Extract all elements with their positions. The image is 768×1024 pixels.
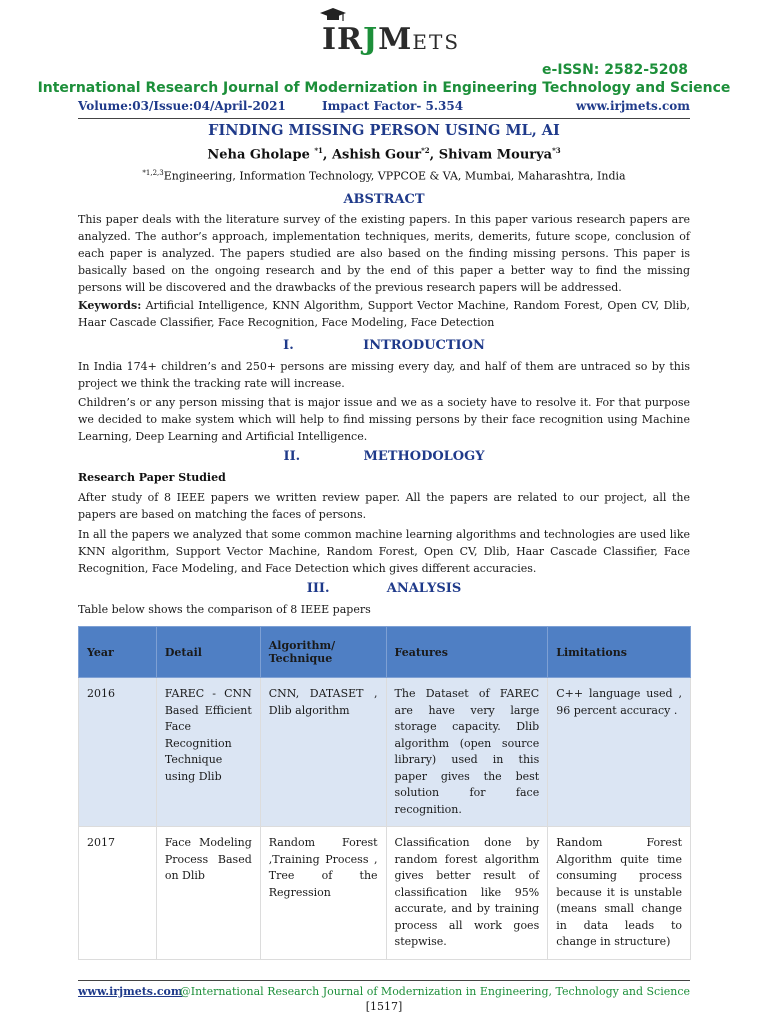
section-title: INTRODUCTION [363,338,485,353]
issn: e-ISSN: 2582-5208 [542,62,688,78]
section-heading-methodology [0,449,768,464]
author-name: Neha Gholape [207,147,315,163]
table-cell: 2016 [79,678,157,827]
journal-url[interactable]: www.irjmets.com [576,99,690,113]
affiliation [0,169,768,183]
table-cell: Random Forest Algorithm quite time consuming process because it is unstable (means small change in data leads to change in structure) [548,827,691,960]
table-cell: The Dataset of FAREC are have very large storage capacity. Dlib algorithm (open source library) used in this paper gives the best solution for face recognition. [386,678,548,827]
intro-paragraph: Children’s or any person missing that is major issue and we as a society have to resolve it. For that purpose we decided to make system which will help to find missing persons by their face recognition using Machine Learning, Deep Learning and Artificial Intelligence. [78,396,690,443]
methodology-paragraph: In all the papers we analyzed that some common machine learning algorithms and technologies are used like KNN algorithm, Support Vector Machine, Random Forest, Open CV, Dlib, Haar Cascade Classifier, Face Recognition, Face Modeling, and Face Detection which gives different accuracies. [78,528,690,575]
table-row [79,827,691,960]
keywords-label: Keywords: [78,299,142,312]
intro-paragraph: In India 174+ children’s and 250+ persons are missing every day, and half of them are untraced so by this project we think the tracking rate will increase. [78,360,690,390]
column-header: Features [386,627,548,678]
table-cell: Face Modeling Process Based on Dlib [156,827,260,960]
table-cell: FAREC - CNN Based Efficient Face Recognition Technique using Dlib [156,678,260,827]
paper-title: FINDING MISSING PERSON USING ML, AI [208,122,560,139]
table-cell: Random Forest ,Training Process , Tree of the Regression [260,827,386,960]
section-number: I. [283,338,294,353]
keywords-text: Artificial Intelligence, KNN Algorithm, Support Vector Machine, Random Forest, Open CV, Dlib, Haar Cascade Classifier, Face Recognition, Face Modeling, Face Detection [78,299,690,329]
column-header: Year [79,627,157,678]
section-title: ANALYSIS [386,581,462,596]
comparison-table [78,626,691,960]
author-name: Shivam Mourya [438,147,553,163]
footer-copyright: @International Research Journal of Modernization in Engineering, Technology and Science [179,985,690,998]
table-cell: Classification done by random forest algorithm gives better result of classification like 95% accurate, and by training process all work goes stepwise. [386,827,548,960]
table-row [79,678,691,827]
author-sup: *1 [314,146,323,155]
column-header: Detail [156,627,260,678]
section-heading-introduction [0,338,768,353]
logo-wordmark: IRJMETS [322,22,461,57]
page-number: [1517] [365,1000,403,1013]
footer-url[interactable]: www.irjmets.com [78,985,183,998]
author-sup: *2 [421,146,430,155]
table-header-row [79,627,691,678]
footer-rule [78,980,690,981]
affiliation-sup: *1,2,3 [142,169,164,177]
affiliation-text: Engineering, Information Technology, VPPCOE & VA, Mumbai, Maharashtra, India [163,169,626,183]
author-name: Ashish Gour [331,147,422,163]
subsection-heading: Research Paper Studied [78,471,226,484]
section-number: II. [283,449,301,464]
section-number: III. [306,581,330,596]
volume-bar [78,99,690,117]
author-sup: *3 [552,146,561,155]
column-header: Limitations [548,627,691,678]
methodology-paragraph: After study of 8 IEEE papers we written review paper. All the papers are related to our project, all the papers are based on matching the faces of persons. [78,491,690,521]
volume-issue: Volume:03/Issue:04/April-2021 [78,99,286,113]
section-heading-analysis [0,581,768,596]
section-title: METHODOLOGY [363,449,485,464]
header-rule [78,118,690,119]
impact-factor: Impact Factor- 5.354 [322,99,464,113]
column-header: Algorithm/ Technique [260,627,386,678]
author-list: Neha Gholape $^{*1}$, Ashish Gour$^{*2}$, Shivam Mourya$^{*3}$ [207,146,561,163]
journal-logo [300,8,470,57]
table-cell: CNN, DATASET , Dlib algorithm [260,678,386,827]
keywords [78,297,690,331]
abstract-text: This paper deals with the literature survey of the existing papers. In this paper various research papers are analyzed. The author’s approach, implementation techniques, merits, demerits, future scope, conclusion of each paper is analyzed. The papers studied are also based on the finding missing persons. This paper is basically based on the ongoing research and by the end of this paper a better way to find the missing persons will be discovered and the drawbacks of the previous research papers will be addressed. [78,213,690,294]
table-cell: 2017 [79,827,157,960]
table-cell: C++ language used , 96 percent accuracy . [548,678,691,827]
analysis-intro: Table below shows the comparison of 8 IEEE papers [78,603,371,616]
journal-name: International Research Journal of Modernization in Engineering Technology and Science [37,80,731,96]
abstract-heading: ABSTRACT [343,192,425,207]
